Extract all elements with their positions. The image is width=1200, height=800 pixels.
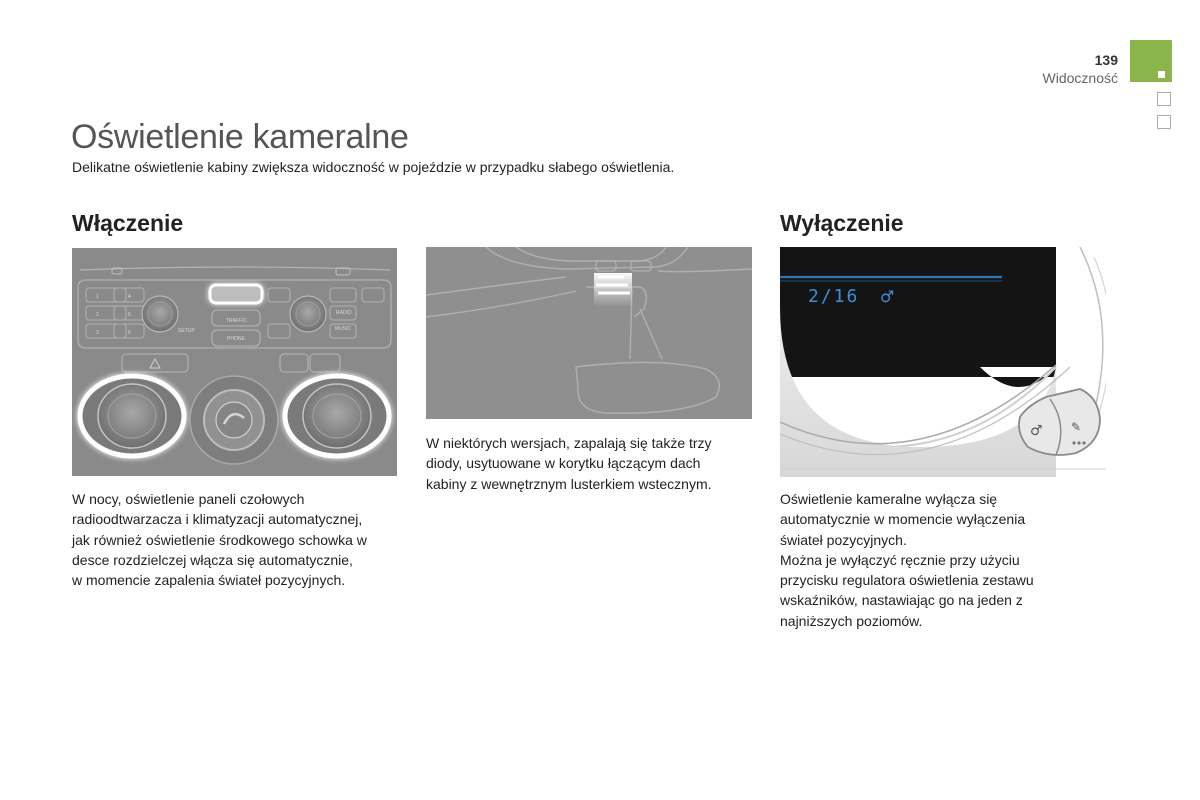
section-tab xyxy=(1130,40,1172,82)
heading-switch-on: Włączenie xyxy=(72,210,184,236)
switch-off-text xyxy=(780,489,1110,631)
switch-on-line: W nocy, oświetlenie paneli czołowych xyxy=(72,491,305,507)
music-label: MUSIC xyxy=(335,326,352,332)
switch-off-line: najniższych poziomów. xyxy=(780,612,923,629)
roof-led-text xyxy=(426,433,756,494)
switch-off-line: świateł pozycyjnych. xyxy=(780,531,907,548)
section-name: Widoczność xyxy=(1042,70,1118,86)
switch-on-line: jak również oświetlenie środkowego schowka w xyxy=(72,531,367,548)
instrument-panel-illustration xyxy=(780,247,1106,477)
roof-led-illustration xyxy=(426,247,752,419)
roof-led-line: diody, usytuowane w korytku łączącym dach xyxy=(426,455,701,472)
preset-1-label: 1 xyxy=(96,294,99,300)
traffic-label: TRAFFIC xyxy=(226,318,248,324)
page-title: Oświetlenie kameralne xyxy=(71,118,409,156)
preset-2-label: 2 xyxy=(96,312,99,318)
preset-4-label: 4 xyxy=(128,294,131,300)
switch-off-line: automatycznie w momencie wyłączenia xyxy=(780,511,1026,528)
switch-on-line: radioodtwarzacza i klimatyzacji automatycznej, xyxy=(72,511,363,528)
radio-label: RADIO xyxy=(336,310,352,316)
display-readout: 2/16 xyxy=(808,286,860,307)
heading-switch-off: Wyłączenie xyxy=(780,210,904,236)
page-number: 139 xyxy=(1094,52,1118,68)
lighting-icon: ♂ xyxy=(1030,423,1043,439)
switch-off-line: przycisku regulatora oświetlenia zestawu xyxy=(780,572,1034,589)
roof-led-line: W niektórych wersjach, zapalają się także trzy xyxy=(426,435,712,451)
switch-on-line: w momencie zapalenia świateł pozycyjnych. xyxy=(72,572,346,589)
setup-label: SETUP xyxy=(178,328,195,334)
section-marker-empty-1 xyxy=(1157,92,1171,106)
lighting-symbol-icon: ♂ xyxy=(880,287,895,306)
preset-6-label: 6 xyxy=(128,330,131,336)
section-marker-empty-2 xyxy=(1157,115,1171,129)
wrench-icon: ✎ xyxy=(1071,420,1082,434)
switch-on-line: desce rozdzielczej włącza się automatycznie, xyxy=(72,551,353,568)
switch-off-line: wskaźników, nastawiając go na jeden z xyxy=(780,592,1023,609)
intro-text: Delikatne oświetlenie kabiny zwiększa widoczność w pojeździe w przypadku słabego oświetlenia. xyxy=(72,159,675,175)
preset-5-label: 5 xyxy=(128,312,131,318)
console-illustration xyxy=(72,248,397,476)
phone-label: PHONE xyxy=(227,336,245,342)
preset-3-label: 3 xyxy=(96,330,99,336)
switch-on-text xyxy=(72,489,402,590)
roof-led-line: kabiny z wewnętrznym lusterkiem wstecznym. xyxy=(426,475,712,492)
switch-off-line: Można je wyłączyć ręcznie przy użyciu xyxy=(780,551,1020,568)
section-tab-marker xyxy=(1158,71,1165,78)
switch-off-line: Oświetlenie kameralne wyłącza się xyxy=(780,491,998,507)
